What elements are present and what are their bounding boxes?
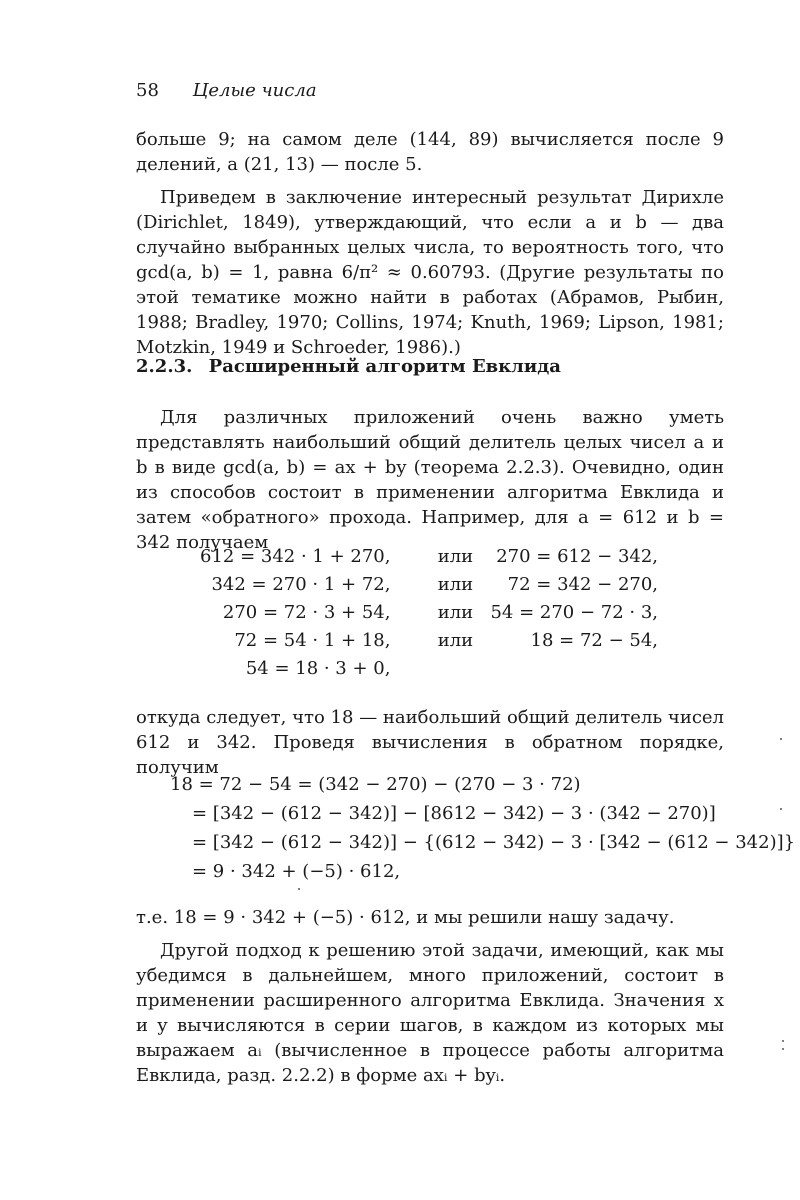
equation-right: 72 = 342 − 270,	[507, 573, 659, 595]
paragraph-6: Другой подход к решению этой задачи, имеющий, как мы убедимся в дальнейшем, много приложений, состоит в применении расширенного алгоритма Евклида. Значения x и y вычисляются в серии шагов, в каждом из которых мы выражаем aᵢ (вычисленное в процессе работы алгоритма Евклида, разд. 2.2.2) в форме axᵢ + byᵢ.	[136, 940, 724, 1086]
print-speck	[780, 808, 782, 810]
equation-right: 270 = 612 − 342,	[496, 545, 659, 567]
running-title: Целые числа	[192, 80, 317, 101]
section-title: Расширенный алгоритм Евклида	[208, 356, 561, 377]
paragraph-4: откуда следует, что 18 — наибольший общий делитель чисел 612 и 342. Проведя вычисления в обратном порядке, получим	[136, 707, 724, 778]
equation-right: 18 = 72 − 54,	[530, 629, 659, 651]
print-speck	[782, 1040, 784, 1042]
equation-row	[200, 570, 658, 598]
page-header	[136, 80, 317, 101]
print-speck	[298, 888, 300, 890]
equation-or: или	[437, 629, 474, 651]
derivation-line: = [342 − (612 − 342)] − [8612 − 342) − 3 · (342 − 270)]	[192, 803, 716, 824]
euclid-steps-table	[200, 542, 658, 682]
derivation-line: = 9 · 342 + (−5) · 612,	[192, 861, 401, 882]
equation-left: 612 = 342 · 1 + 270,	[200, 545, 391, 567]
equation-row	[200, 654, 658, 682]
equation-row	[200, 626, 658, 654]
equation-row	[200, 542, 658, 570]
equation-or	[420, 654, 490, 682]
paragraph-2: Приведем в заключение интересный результат Дирихле (Dirichlet, 1849), утверждающий, что если a и b — два случайно выбранных целых числа, то вероятность того, что gcd(a, b) = 1, равна 6/π² ≈ 0.60793. (Другие результаты по этой тематике можно найти в работах (Абрамов, Рыбин, 1988; Bradley, 1970; Collins, 1974; Knuth, 1969; Lipson, 1981; Motzkin, 1949 и Schroeder, 1986).)	[136, 187, 724, 358]
derivation-line: = [342 − (612 − 342)] − {(612 − 342) − 3 · [342 − (612 − 342)]}	[192, 832, 796, 853]
equation-right	[490, 654, 658, 682]
equation-left: 54 = 18 · 3 + 0,	[245, 657, 391, 679]
equation-left: 72 = 54 · 1 + 18,	[234, 629, 391, 651]
page-number: 58	[136, 80, 159, 101]
equation-or: или	[437, 601, 474, 623]
equation-or: или	[437, 545, 474, 567]
equation-left: 270 = 72 · 3 + 54,	[222, 601, 391, 623]
back-substitution	[170, 770, 795, 886]
section-number: 2.2.3.	[136, 356, 193, 377]
paragraph-1: больше 9; на самом деле (144, 89) вычисляется после 9 делений, а (21, 13) — после 5.	[136, 129, 724, 175]
equation-left: 342 = 270 · 1 + 72,	[211, 573, 391, 595]
paragraph-5: т.е. 18 = 9 · 342 + (−5) · 612, и мы решили нашу задачу.	[136, 907, 675, 928]
equation-or: или	[437, 573, 474, 595]
derivation-line: 18 = 72 − 54 = (342 − 270) − (270 − 3 · 72)	[170, 774, 581, 795]
print-speck	[780, 738, 782, 740]
equation-right: 54 = 270 − 72 · 3,	[490, 601, 659, 623]
section-heading	[136, 356, 561, 377]
print-speck	[782, 1048, 784, 1050]
equation-row	[200, 598, 658, 626]
paragraph-3: Для различных приложений очень важно уметь представлять наибольший общий делитель целых чисел a и b в виде gcd(a, b) = ax + by (теорема 2.2.3). Очевидно, один из способов состоит в применении алгоритма Евклида и затем «обратного» прохода. Например, для a = 612 и b = 342 получаем	[136, 407, 724, 553]
